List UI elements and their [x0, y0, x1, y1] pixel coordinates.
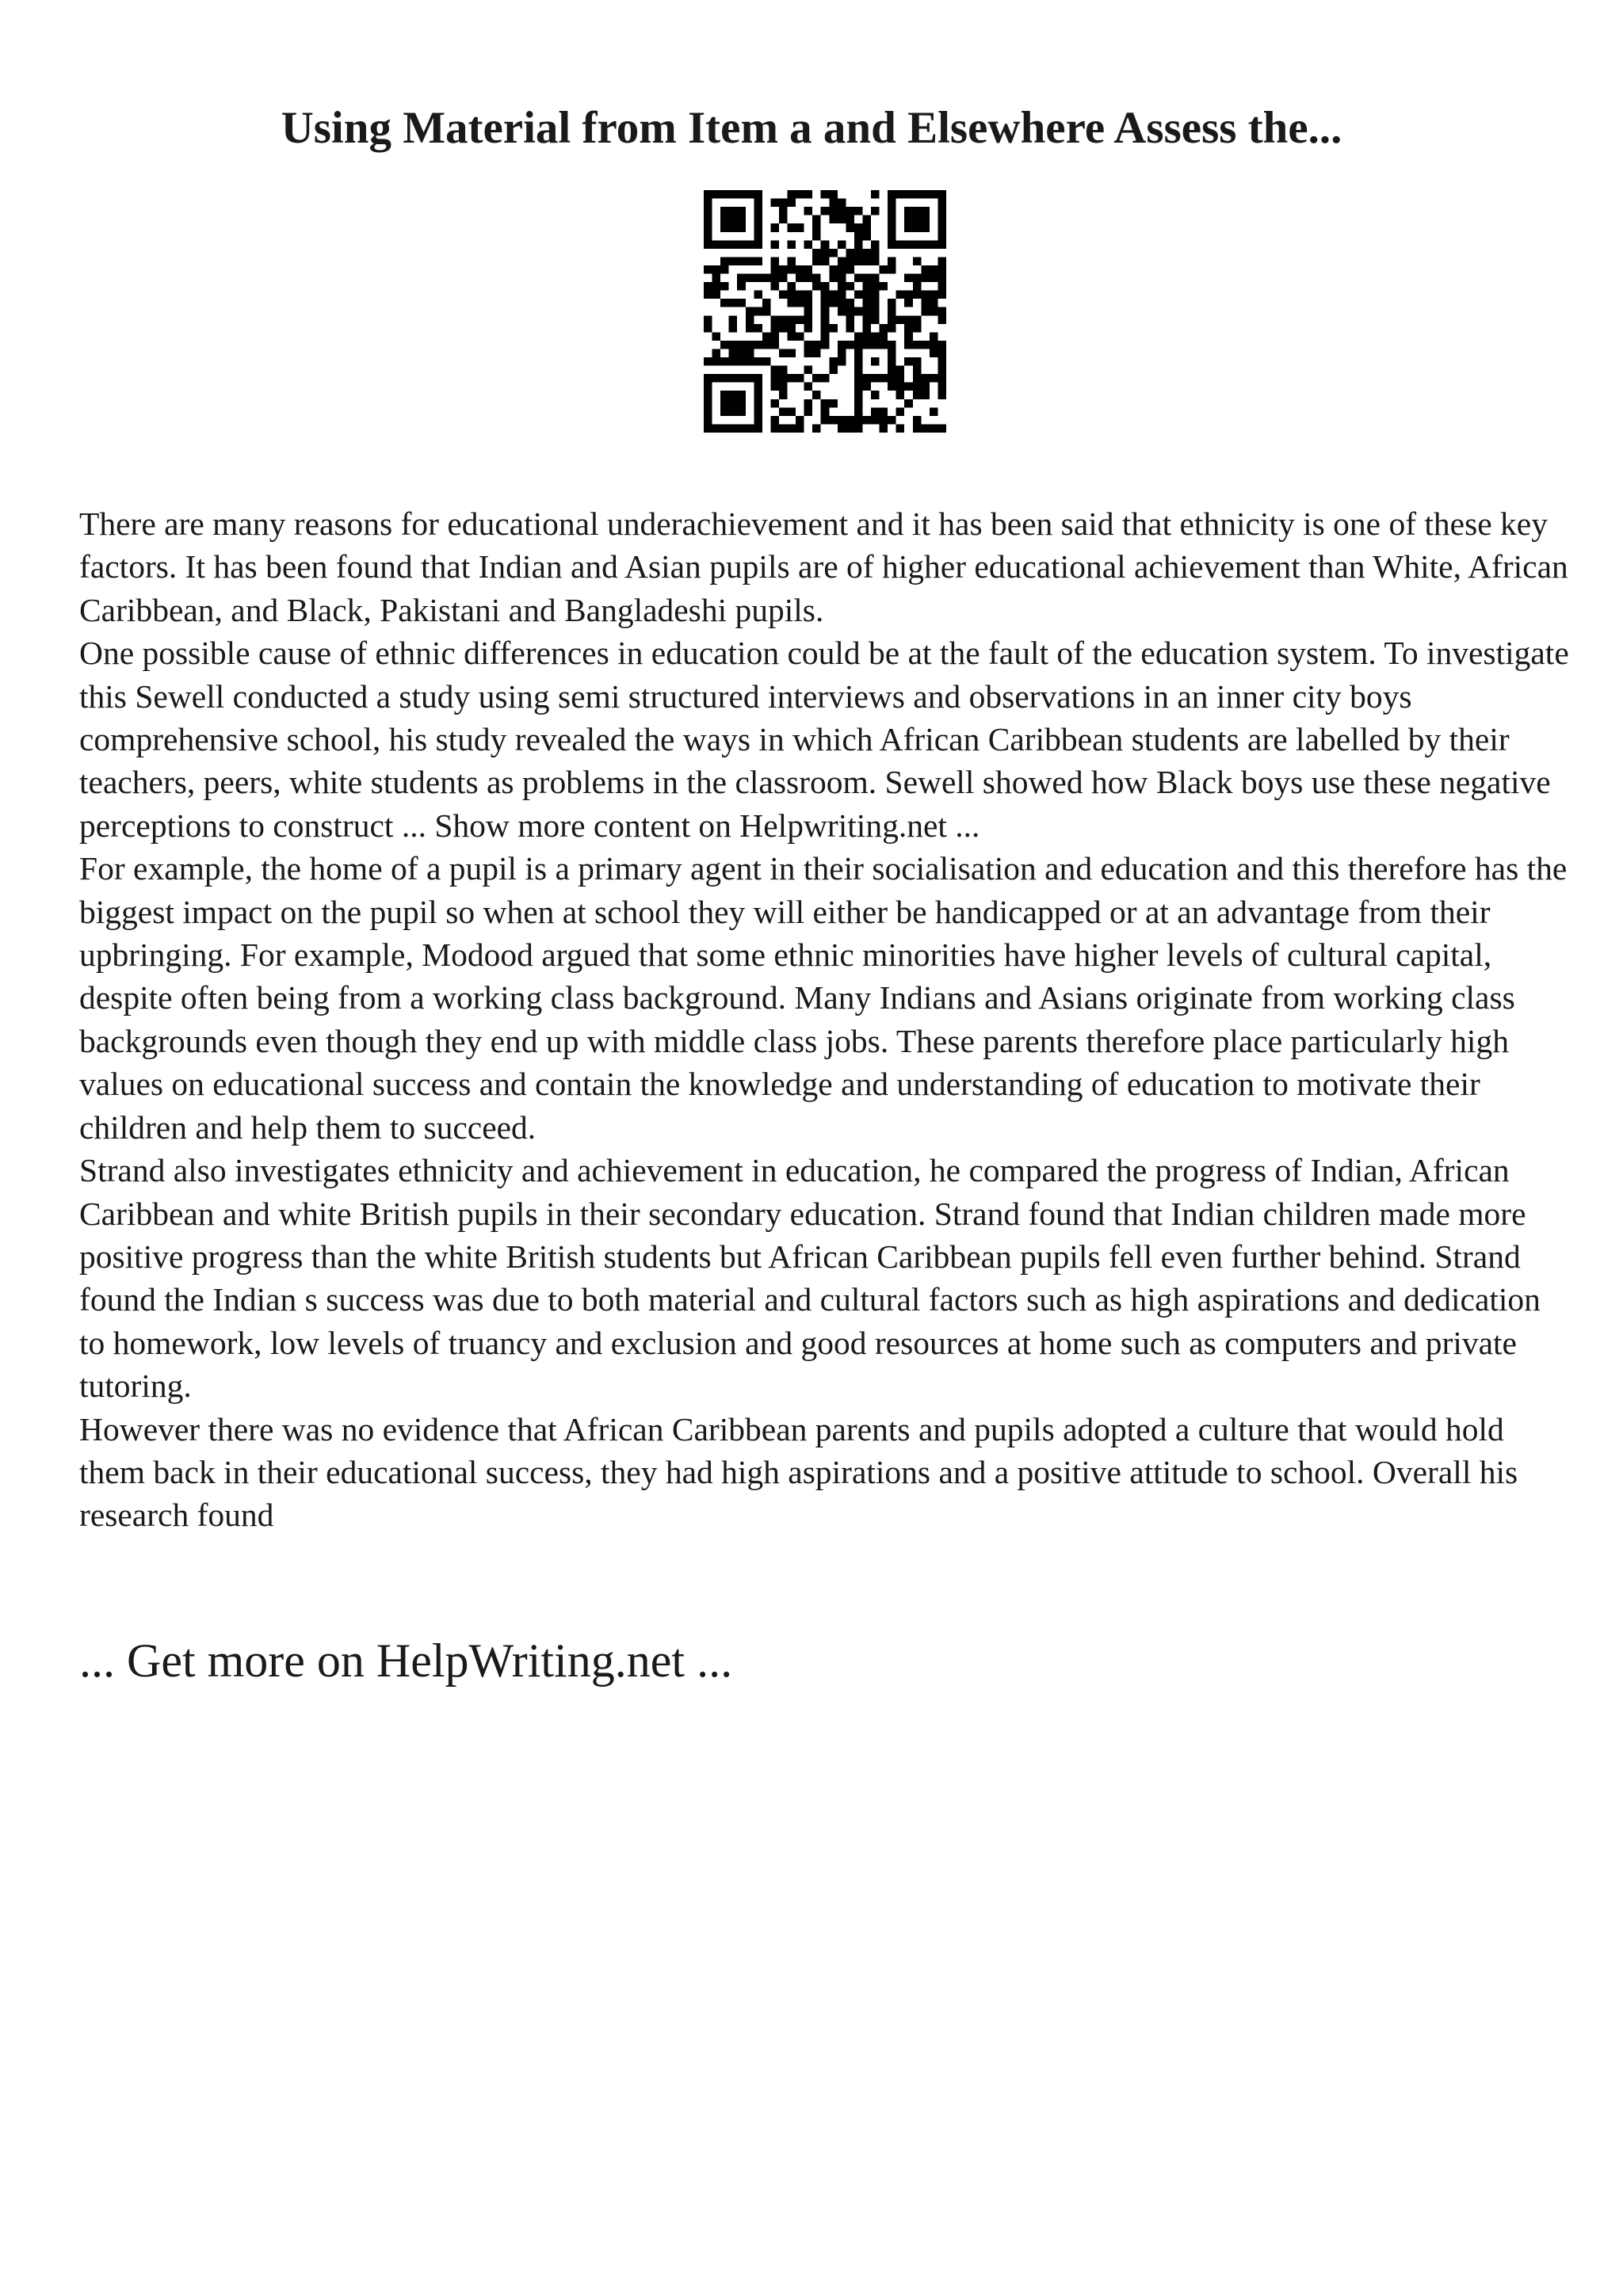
paragraph-conclusion: However there was no evidence that African Caribbean parents and pupils adopted a culture that would hold them back in their educational success, they had high aspirations and a positive attitude to school. Overall his research found	[79, 1410, 1518, 1534]
paragraph-home-modood: For example, the home of a pupil is a primary agent in their socialisation and education and this therefore has the biggest impact on the pupil so when at school they will either be handicapped or at an advantage from their upbringing. For example, Modood argued that some ethnic minorities have higher levels of cultural capital, despite often being from a working class background. Many Indians and Asians originate from working class backgrounds even though they end up with middle class jobs. These parents therefore place particularly high values on educational success and contain the knowledge and understanding of education to motivate their children and help them to succeed.	[79, 850, 1568, 1146]
paragraph-sewell: One possible cause of ethnic differences in education could be at the fault of the education system. To investigate this Sewell conducted a study using semi structured interviews and observations in an inner city boys comprehensive school, his study revealed the ways in which African Caribbean students are labelled by their teachers, peers, white students as problems in the classroom. Sewell showed how Black boys use these negative perceptions to construct ... Show more content on Helpwriting.net ...	[79, 635, 1569, 844]
paragraph-intro: There are many reasons for educational underachievement and it has been said that ethnicity is one of these key factors. It has been found that Indian and Asian pupils are of higher educational achievement than White, African Caribbean, and Black, Pakistani and Bangladeshi pupils.	[79, 505, 1568, 628]
document-title: Using Material from Item a and Elsewhere Assess the...	[281, 103, 1342, 153]
get-more-link[interactable]: ... Get more on HelpWriting.net ...	[79, 1634, 733, 1687]
paragraph-strand: Strand also investigates ethnicity and achievement in education, he compared the progress of Indian, African Caribbean and white British pupils in their secondary education. Strand found that Indian children made more positive progress than the white British students but African Caribbean pupils fell even further behind. Strand found the Indian s success was due to both material and cultural factors such as high aspirations and dedication to homework, low levels of truancy and exclusion and good resources at home such as computers and private tutoring.	[79, 1152, 1541, 1405]
document-body	[79, 502, 1569, 1537]
qr-code-icon	[704, 190, 946, 433]
